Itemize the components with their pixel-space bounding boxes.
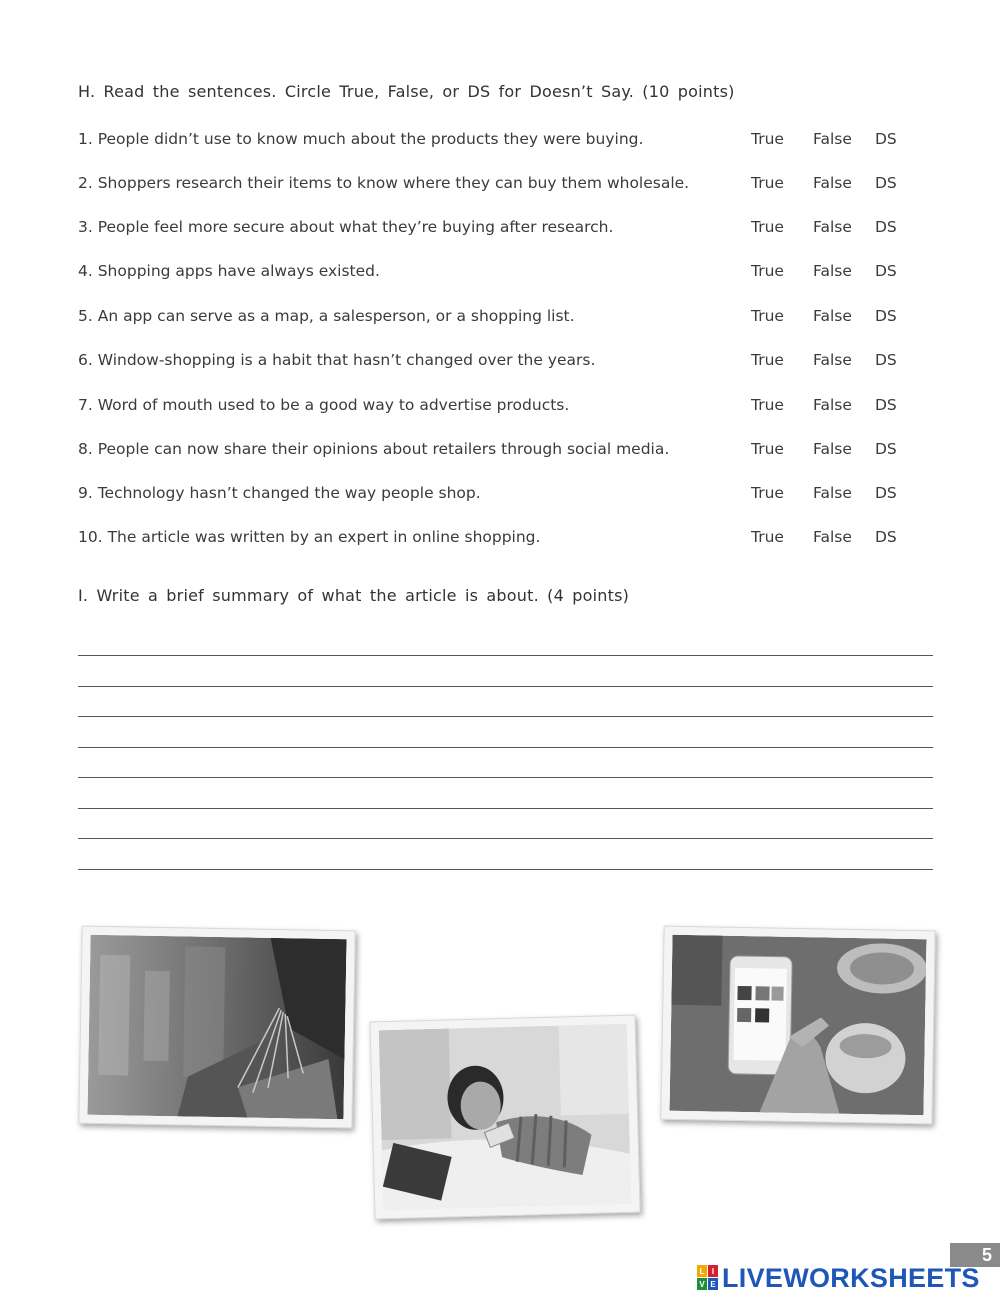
- answer-line[interactable]: [78, 869, 933, 870]
- answer-line[interactable]: [78, 777, 933, 778]
- answer-line[interactable]: [78, 716, 933, 717]
- option-true[interactable]: True: [751, 262, 784, 280]
- question-text: 10. The article was written by an expert in online shopping.: [78, 528, 541, 546]
- option-false[interactable]: False: [813, 307, 852, 325]
- option-false[interactable]: False: [813, 484, 852, 502]
- option-false[interactable]: False: [813, 218, 852, 236]
- option-ds[interactable]: DS: [875, 130, 897, 148]
- question-row: [78, 262, 908, 286]
- answer-line[interactable]: [78, 655, 933, 656]
- option-ds[interactable]: DS: [875, 440, 897, 458]
- question-text: 6. Window-shopping is a habit that hasn’t changed over the years.: [78, 351, 596, 369]
- option-ds[interactable]: DS: [875, 307, 897, 325]
- svg-text:E: E: [710, 1280, 716, 1289]
- option-true[interactable]: True: [751, 484, 784, 502]
- option-false[interactable]: False: [813, 130, 852, 148]
- photo-shopping-bags: [78, 926, 355, 1129]
- option-true[interactable]: True: [751, 528, 784, 546]
- option-true[interactable]: True: [751, 218, 784, 236]
- option-false[interactable]: False: [813, 262, 852, 280]
- question-row: [78, 174, 908, 198]
- photo-phone-shopping-app: [660, 926, 935, 1125]
- answer-line[interactable]: [78, 838, 933, 839]
- question-row: [78, 130, 908, 154]
- option-true[interactable]: True: [751, 396, 784, 414]
- option-ds[interactable]: DS: [875, 484, 897, 502]
- question-row: [78, 484, 908, 508]
- option-false[interactable]: False: [813, 396, 852, 414]
- question-text: 3. People feel more secure about what they’re buying after research.: [78, 218, 614, 236]
- question-row: [78, 440, 908, 464]
- option-true[interactable]: True: [751, 440, 784, 458]
- option-true[interactable]: True: [751, 351, 784, 369]
- option-true[interactable]: True: [751, 174, 784, 192]
- liveworksheets-brand[interactable]: [697, 1263, 980, 1293]
- svg-text:V: V: [699, 1280, 705, 1289]
- question-row: [78, 307, 908, 331]
- answer-line[interactable]: [78, 747, 933, 748]
- question-text: 7. Word of mouth used to be a good way to advertise products.: [78, 396, 570, 414]
- svg-text:I: I: [711, 1267, 715, 1276]
- option-true[interactable]: True: [751, 130, 784, 148]
- svg-text:L: L: [699, 1267, 705, 1276]
- option-ds[interactable]: DS: [875, 528, 897, 546]
- photo-woman-credit-card: [369, 1015, 640, 1220]
- question-text: 9. Technology hasn’t changed the way people shop.: [78, 484, 481, 502]
- option-false[interactable]: False: [813, 351, 852, 369]
- question-text: 4. Shopping apps have always existed.: [78, 262, 380, 280]
- option-ds[interactable]: DS: [875, 351, 897, 369]
- option-ds[interactable]: DS: [875, 174, 897, 192]
- brand-name: LIVEWORKSHEETS: [722, 1263, 980, 1293]
- option-ds[interactable]: DS: [875, 218, 897, 236]
- option-ds[interactable]: DS: [875, 396, 897, 414]
- question-text: 1. People didn’t use to know much about the products they were buying.: [78, 130, 644, 148]
- answer-line[interactable]: [78, 686, 933, 687]
- page-number: 5: [950, 1243, 1000, 1267]
- answer-line[interactable]: [78, 808, 933, 809]
- liveworksheets-logo-icon: [697, 1265, 719, 1291]
- question-row: [78, 218, 908, 242]
- question-text: 2. Shoppers research their items to know where they can buy them wholesale.: [78, 174, 690, 192]
- option-false[interactable]: False: [813, 528, 852, 546]
- option-ds[interactable]: DS: [875, 262, 897, 280]
- question-text: 5. An app can serve as a map, a salesperson, or a shopping list.: [78, 307, 575, 325]
- question-row: [78, 396, 908, 420]
- option-true[interactable]: True: [751, 307, 784, 325]
- section-i-heading: I. Write a brief summary of what the article is about. (4 points): [78, 586, 630, 605]
- question-row: [78, 351, 908, 375]
- section-h-heading: H. Read the sentences. Circle True, False, or DS for Doesn’t Say. (10 points): [78, 82, 735, 101]
- question-row: [78, 528, 908, 552]
- question-text: 8. People can now share their opinions about retailers through social media.: [78, 440, 670, 458]
- option-false[interactable]: False: [813, 440, 852, 458]
- option-false[interactable]: False: [813, 174, 852, 192]
